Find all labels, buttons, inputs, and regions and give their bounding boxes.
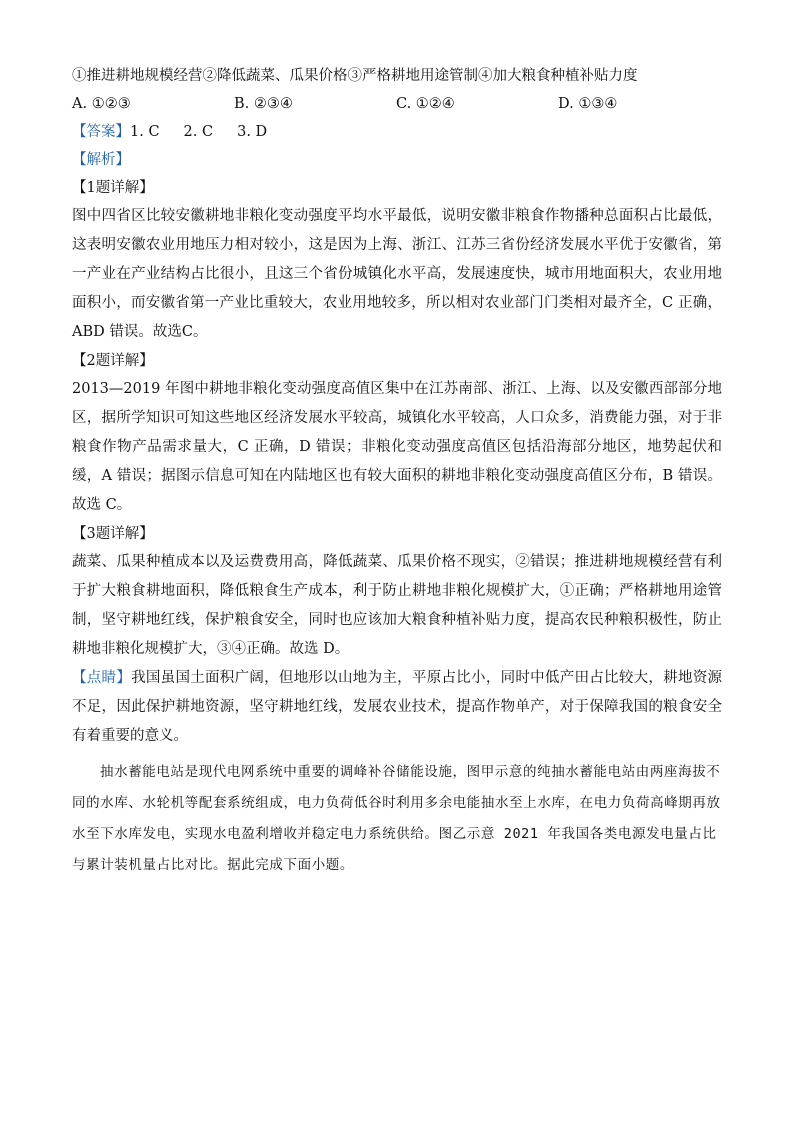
- choices-line: ①推进耕地规模经营②降低蔬菜、瓜果价格③严格耕地用途管制④加大粮食种植补贴力度: [72, 68, 638, 84]
- answer-item-1: 1. C: [130, 124, 160, 140]
- q1-heading: 【1题详解】: [72, 180, 154, 196]
- q2-explanation: 2013—2019 年图中耕地非粮化变动强度高值区集中在江苏南部、浙江、上海、以及安徽西部部分地区，据所学知识可知这些地区经济发展水平较高，城镇化水平较高，人口众多，消费能力强，对于非粮食作物产品需求量大，C 正确，D 错误；非粮化变动强度高值区包括沿海部分地区，地势起伏和缓，A 错误；据图示信息可知在内陆地区也有较大面积的耕地非粮化变动强度高值区分布，B 错误。故选 C。: [72, 381, 722, 513]
- q3-explanation: 蔬菜、瓜果种植成本以及运费费用高，降低蔬菜、瓜果价格不现实，②错误；推进耕地规模经营有利于扩大粮食耕地面积，降低粮食生产成本，利于防止耕地非粮化规模扩大，①正确；严格耕地用途管制，坚守耕地红线，保护粮食安全，同时也应该加大粮食种植补贴力度，提高农民种粮积极性，防止耕地非粮化规模扩大，③④正确。故选 D。: [72, 554, 722, 657]
- answer-label: 【答案】: [72, 124, 130, 140]
- q1-explanation: 图中四省区比较安徽耕地非粮化变动强度平均水平最低，说明安徽非粮食作物播种总面积占比最低，这表明安徽农业用地压力相对较小，这是因为上海、浙江、江苏三省份经济发展水平优于安徽省，第一产业在产业结构占比很小，且这三个省份城镇化水平高，发展速度快，城市用地面积大，农业用地面积小，而安徽省第一产业比重较大，农业用地较多，所以相对农业部门门类相对最齐全，C 正确，ABD 错误。故选C。: [72, 208, 722, 340]
- reading-passage: 抽水蓄能电站是现代电网系统中重要的调峰补谷储能设施，图甲示意的纯抽水蓄能电站由两座海拔不同的水库、水轮机等配套系统组成，电力负荷低谷时利用多余电能抽水至上水库，在电力负荷高峰期再放水至下水库发电，实现水电盈利增收并稳定电力系统供给。图乙示意 2021 年我国各类电源发电量占比与累计装机量占比对比。据此完成下面小题。: [72, 764, 721, 873]
- option-a: A. ①②③: [72, 96, 131, 112]
- document-page: [72, 62, 722, 881]
- option-d: D. ①③④: [558, 96, 618, 112]
- option-b: B. ②③④: [234, 96, 293, 112]
- tip-paragraph: [72, 664, 722, 751]
- answer-options: [72, 90, 722, 118]
- answer-line: [72, 118, 722, 146]
- answer-item-2: 2. C: [183, 124, 214, 140]
- answer-item-3: 3. D: [237, 124, 268, 140]
- q3-heading: 【3题详解】: [72, 526, 154, 542]
- analysis-label: 【解析】: [72, 152, 130, 168]
- q2-heading: 【2题详解】: [72, 353, 154, 369]
- tip-label: 【点睛】: [72, 670, 132, 686]
- tip-body: 我国虽国土面积广阔，但地形以山地为主，平原占比小，同时中低产田占比较大，耕地资源不足，因此保护耕地资源，坚守耕地红线，发展农业技术，提高作物单产，对于保障我国的粮食安全有着重要的意义。: [72, 670, 723, 744]
- option-c: C. ①②④: [396, 96, 455, 112]
